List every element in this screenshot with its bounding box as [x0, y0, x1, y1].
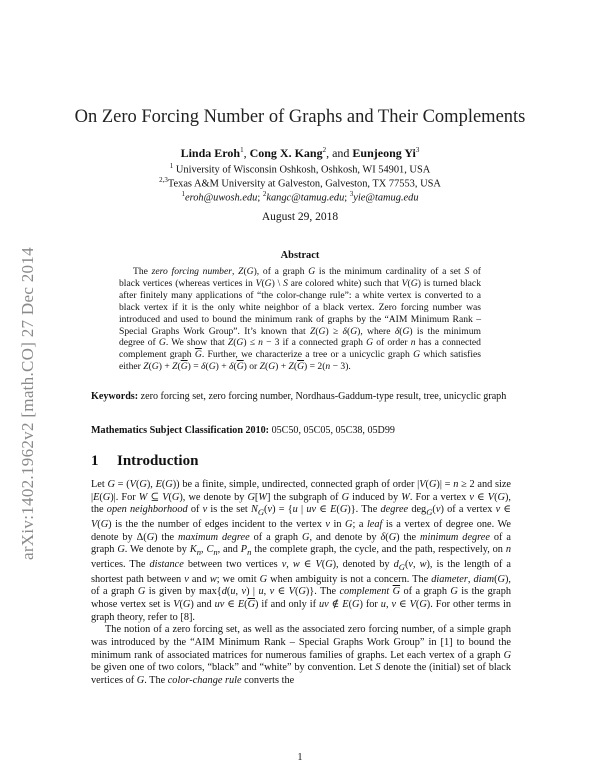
page-number: 1: [297, 752, 303, 763]
abstract-heading: Abstract: [280, 250, 320, 261]
author-name: Cong X. Kang: [249, 146, 323, 160]
email-link[interactable]: eroh@uwosh.edu: [184, 192, 258, 204]
keywords-label: Keywords:: [91, 391, 139, 402]
email-link[interactable]: yie@tamug.edu: [353, 192, 419, 204]
msc-classification: [91, 425, 511, 436]
abstract-text: The zero forcing number, Z(G), of a graph G is the minimum cardinality of a set S of black vertices (whereas vertices in V(G) \ S are colored white) such that V(G) is turned black after finitely many applications of “the color-change rule”: a white vertex is converted to a black vertex if it is the only white neighbor of a black vertex. Zero forcing number was introduced and used to bound the minimum rank of graphs by the “AIM Minimum Rank – Special Graphs Work Group”. It’s known that Z(G) ≥ δ(G), where δ(G) is the minimum degree of G. We show that Z(G) ≤ n − 3 if a connected graph G of order n has a connected complement graph $\overline{G}$. Further, we characterize a tree or a unicyclic graph G which satisfies either $Z(G) + Z(\overline{G}) = \delta(G) + \delta(\overline{G})$ or $Z(G) + Z(\overline{G}) = 2(n - 3)$.: [119, 266, 482, 373]
keywords-text: zero forcing set, zero forcing number, Nordhaus-Gaddum-type result, tree, unicyclic graph: [140, 391, 507, 402]
section-heading: [91, 453, 198, 470]
email-list: $^1$eroh@uwosh.edu; $^2$kangc@tamug.edu; $^3$yie@tamug.edu: [181, 190, 419, 204]
abstract-body: [119, 266, 481, 373]
email-link[interactable]: kangc@tamug.edu: [266, 192, 345, 204]
author-name: Linda Eroh: [180, 146, 241, 160]
section-number: 1: [91, 453, 99, 469]
section-title: Introduction: [117, 453, 199, 469]
arxiv-identifier: arXiv:1402.1962v2 [math.CO] 27 Dec 2014: [18, 247, 37, 560]
paragraph: The notion of a zero forcing set, as well as the associated zero forcing number, of a simple graph was introduced by the “AIM Minimum Rank – Special Graphs Work Group” in [1] to bound the minimum rank of associated matrices for numerous families of graphs. Let each vertex of a graph G be given one of two colors, “black” and “white” by convention. Let S denote the (initial) set of black vertices of G. The color-change rule converts the: [91, 624, 511, 686]
keywords: [91, 391, 511, 404]
introduction-body: [91, 479, 511, 688]
paper-date: August 29, 2018: [261, 211, 339, 223]
author-list: Linda Eroh$^1$, Cong X. Kang$^2$, and Eunjeong Yi$^3$: [180, 146, 420, 160]
paper-title: On Zero Forcing Number of Graphs and Their Complements: [74, 107, 526, 127]
msc-label: Mathematics Subject Classification 2010:: [91, 425, 270, 436]
affiliation: $^{2,3}$Texas A&M University at Galveston, Galveston, TX 77553, USA: [159, 176, 441, 190]
msc-codes: 05C50, 05C05, 05C38, 05D99: [271, 425, 395, 436]
paragraph: Let G = (V(G), E(G)) be a finite, simple, undirected, connected graph of order |V(G)| = n ≥ 2 and size |E(G)|. For W ⊆ V(G), we denote by G[W] the subgraph of G induced by W. For a vertex v ∈ V(G), the open neighborhood of v is the set $N_G(v) = \{u$ | uv ∈ E(G)}. The degree deg$_G$(v) of a vertex v ∈ V(G) is the the number of edges incident to the vertex v in G; a leaf is a vertex of degree one. We denote by Δ(G) the maximum degree of a graph G, and denote by δ(G) the minimum degree of a graph G. We denote by $K_n$, $C_n$, and $P_n$ the complete graph, the cycle, and the path, respectively, on n vertices. The distance between two vertices v, w ∈ V(G), denoted by $d_G(v$, w), is the length of a shortest path between v and w; we omit G when ambiguity is not a concern. The diameter, diam(G), of a graph G is given by max{d(u, v) | u, v ∈ V(G)}. The complement $\overline{G}$ of a graph G is the graph whose vertex set is V(G) and uv ∈ $E(\overline{G})$ if and only if uv ∉ E(G) for u, v ∈ V(G). For other terms in graph theory, refer to [8].: [91, 479, 512, 623]
affiliation: $^1$ University of Wisconsin Oshkosh, Oshkosh, WI 54901, USA: [169, 162, 431, 176]
author-name: Eunjeong Yi: [352, 146, 416, 160]
